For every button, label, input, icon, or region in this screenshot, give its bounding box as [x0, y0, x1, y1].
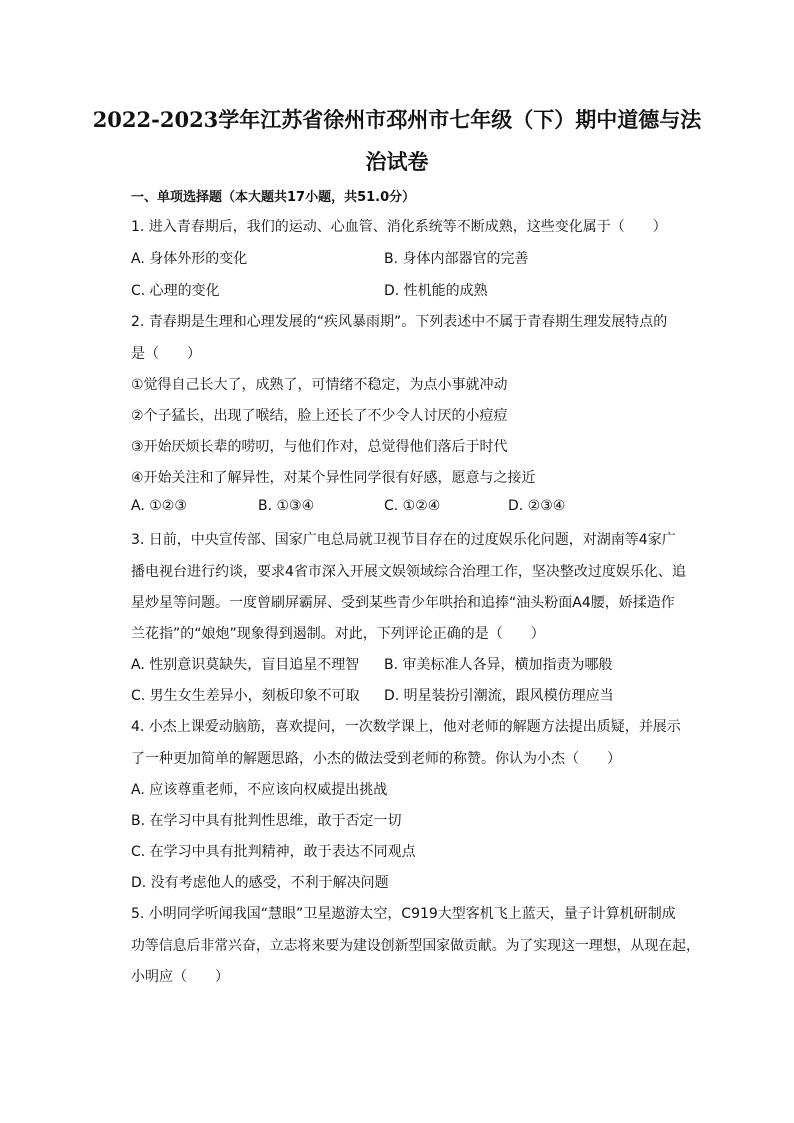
question-3-stem-line4: 兰花指”的“娘炮”现象得到遏制。对此，下列评论正确的是（ ）: [131, 626, 545, 642]
question-1-option-b: B. 身体内部器官的完善: [384, 251, 529, 267]
question-2-option-d: D. ②③④: [508, 498, 566, 514]
question-5-stem-line1: 5. 小明同学听闻我国“慧眼”卫星遨游太空，C919大型客机飞上蓝天，量子计算机研制成: [131, 906, 676, 922]
question-2-statement-3: ③开始厌烦长辈的唠叨，与他们作对，总觉得他们落后于时代: [131, 439, 508, 455]
question-2-stem-line2: 是（ ）: [131, 346, 201, 362]
question-2-option-c: C. ①②④: [384, 498, 441, 514]
section-heading: 一、单项选择题（本大题共17小题，共51.0分）: [131, 190, 416, 205]
question-3-option-b: B. 审美标准人各异，横加指责为哪般: [384, 657, 613, 673]
question-2-statement-4: ④开始关注和了解异性，对某个异性同学很有好感，愿意与之接近: [131, 470, 536, 486]
exam-title-line2: 治试卷: [365, 149, 429, 174]
question-3-stem-line2: 播电视台进行约谈，要求4省市深入开展文娱领域综合治理工作，坚决整改过度娱乐化、追: [131, 564, 686, 580]
question-2-statement-1: ①觉得自己长大了，成熟了，可情绪不稳定，为点小事就冲动: [131, 377, 508, 393]
question-2-option-b: B. ①③④: [258, 498, 315, 514]
question-3-option-a: A. 性别意识莫缺失，盲目追星不理智: [131, 657, 360, 673]
question-3-option-c: C. 男生女生差异小，刻板印象不可取: [131, 688, 360, 704]
exam-title-line1: 2022-2023学年江苏省徐州市邳州市七年级（下）期中道德与法: [92, 107, 702, 132]
question-1-option-a: A. 身体外形的变化: [131, 251, 248, 267]
question-1-stem: 1. 进入青春期后，我们的运动、心血管、消化系统等不断成熟，这些变化属于（ ）: [131, 219, 667, 235]
question-2-statement-2: ②个子猛长，出现了喉结，脸上还长了不少令人讨厌的小痘痘: [131, 408, 508, 424]
question-5-stem-line3: 小明应（ ）: [131, 969, 229, 985]
question-3-option-d: D. 明星装扮引潮流，跟风模仿理应当: [384, 688, 614, 704]
question-1-option-d: D. 性机能的成熟: [384, 283, 488, 299]
question-4-option-d: D. 没有考虑他人的感受，不利于解决问题: [131, 875, 389, 891]
question-4-option-b: B. 在学习中具有批判性思维，敢于否定一切: [131, 813, 402, 829]
question-5-stem-line2: 功等信息后非常兴奋，立志将来要为建设创新型国家做贡献。为了实现这一理想，从现在起，: [131, 938, 700, 954]
question-2-stem-line1: 2. 青春期是生理和心理发展的“疾风暴雨期”。下列表述中不属于青春期生理发展特点的: [131, 314, 668, 330]
question-4-option-c: C. 在学习中具有批判精神，敢于表达不同观点: [131, 844, 416, 860]
question-4-option-a: A. 应该尊重老师，不应该向权威提出挑战: [131, 782, 388, 798]
question-4-stem-line1: 4. 小杰上课爱动脑筋，喜欢提问，一次数学课上，他对老师的解题方法提出质疑，并展示: [131, 719, 681, 735]
question-4-stem-line2: 了一种更加简单的解题思路，小杰的做法受到老师的称赞。你认为小杰（ ）: [131, 751, 621, 767]
question-2-option-a: A. ①②③: [131, 498, 187, 514]
question-1-option-c: C. 心理的变化: [131, 283, 220, 299]
question-3-stem-line3: 星炒星等问题。一度曾刷屏霸屏、受到某些青少年哄抬和追捧“油头粉面A4腰，娇揉造作: [131, 595, 675, 611]
question-3-stem-line1: 3. 日前，中央宣传部、国家广电总局就卫视节目存在的过度娱乐化问题，对湖南等4家广: [131, 532, 676, 548]
